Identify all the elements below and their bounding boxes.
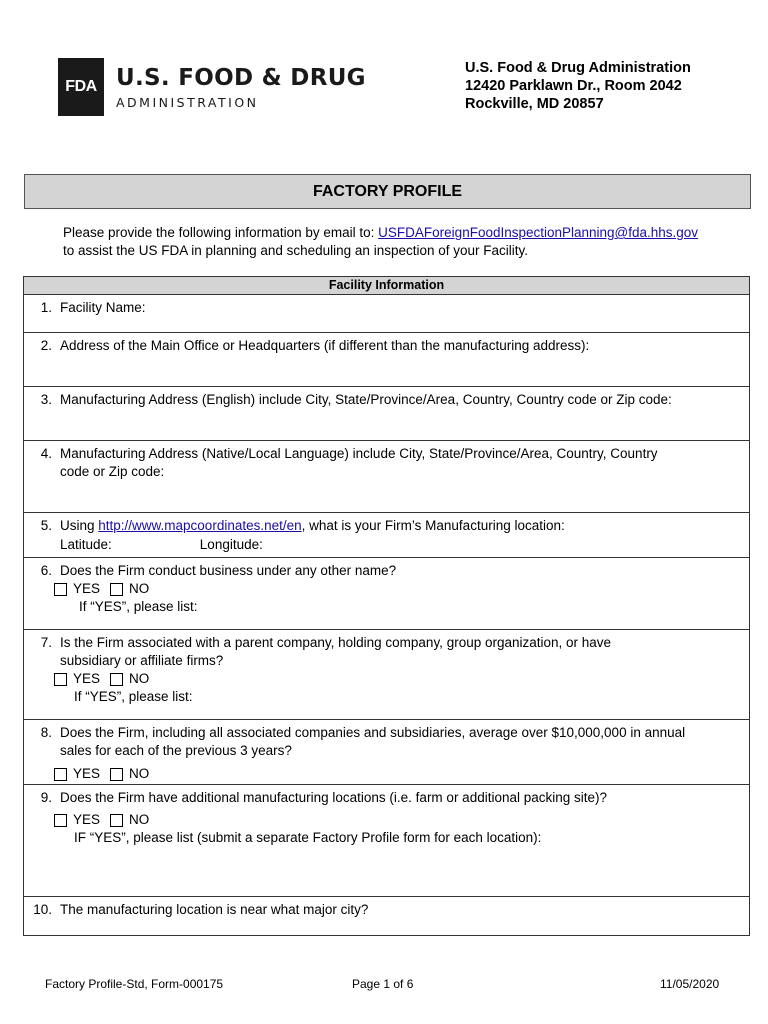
yes-checkbox[interactable] [54, 814, 67, 827]
question-row-1[interactable] [24, 295, 749, 333]
question-text-line-2: subsidiary or affiliate firms? [60, 653, 224, 668]
question-number: 10. [33, 902, 52, 917]
no-label: NO [129, 581, 150, 596]
no-checkbox[interactable] [110, 814, 123, 827]
footer-form-id: Factory Profile-Std, Form-000175 [45, 977, 224, 991]
contact-email-link[interactable]: USFDAForeignFoodInspectionPlanning@fda.hhs.gov [378, 225, 699, 240]
question-text-line-2: sales for each of the previous 3 years? [60, 743, 292, 758]
followup-text: IF “YES”, please list (submit a separate Factory Profile form for each location): [74, 830, 542, 845]
question-row-7 [24, 630, 749, 720]
logo-subtitle: ADMINISTRATION [116, 94, 259, 110]
question-row-5[interactable] [24, 513, 749, 558]
facility-information-table [23, 276, 750, 936]
question-row-10[interactable] [24, 897, 749, 935]
question-number: 9. [40, 790, 52, 805]
latitude-label: Latitude: [60, 537, 112, 552]
yes-no-group [54, 670, 159, 688]
mapcoordinates-link[interactable]: http://www.mapcoordinates.net/en [98, 518, 302, 533]
no-checkbox[interactable] [110, 768, 123, 781]
followup-text: If “YES”, please list: [74, 689, 193, 704]
yes-checkbox[interactable] [54, 583, 67, 596]
address-line-1: U.S. Food & Drug Administration [465, 60, 691, 76]
question-number: 7. [40, 635, 52, 650]
yes-checkbox[interactable] [54, 768, 67, 781]
question-number: 1. [40, 300, 52, 315]
intro-prefix: Please provide the following information by email to: [63, 225, 379, 240]
no-label: NO [129, 812, 150, 827]
question-prefix: Using [60, 518, 99, 533]
question-number: 3. [40, 392, 52, 407]
address-line-2: 12420 Parklawn Dr., Room 2042 [465, 78, 682, 94]
question-suffix: , what is your Firm’s Manufacturing location: [301, 518, 565, 533]
agency-address [465, 59, 691, 113]
fda-logo-mark: FDA [58, 58, 104, 116]
no-checkbox[interactable] [110, 673, 123, 686]
question-number: 8. [40, 725, 52, 740]
followup-text: If “YES”, please list: [79, 599, 198, 614]
no-label: NO [129, 766, 150, 781]
question-row-3[interactable] [24, 387, 749, 441]
question-text: The manufacturing location is near what major city? [60, 902, 369, 917]
no-label: NO [129, 671, 150, 686]
logo-title: U.S. FOOD & DRUG [116, 64, 366, 91]
question-text-line-1: Manufacturing Address (Native/Local Language) include City, State/Province/Area, Country, Country [60, 446, 658, 461]
question-text: Address of the Main Office or Headquarters (if different than the manufacturing address): [60, 338, 590, 353]
question-number: 4. [40, 446, 52, 461]
intro-line-2: to assist the US FDA in planning and scheduling an inspection of your Facility. [63, 243, 529, 258]
yes-checkbox[interactable] [54, 673, 67, 686]
address-line-3: Rockville, MD 20857 [465, 96, 604, 112]
question-row-9 [24, 785, 749, 897]
question-text: Does the Firm have additional manufacturing locations (i.e. farm or additional packing site)? [60, 790, 608, 805]
question-text: Facility Name: [60, 300, 146, 315]
question-text-line-1: Does the Firm, including all associated companies and subsidiaries, average over $10,000,000 in annual [60, 725, 686, 740]
question-text-line-1: Is the Firm associated with a parent company, holding company, group organization, or have [60, 635, 612, 650]
question-row-4[interactable] [24, 441, 749, 513]
yes-label: YES [73, 581, 101, 596]
question-number: 6. [40, 563, 52, 578]
section-header: Facility Information [24, 277, 749, 295]
yes-label: YES [73, 812, 101, 827]
yes-no-group [54, 580, 159, 598]
question-row-2[interactable] [24, 333, 749, 387]
fda-logo [58, 58, 366, 116]
yes-label: YES [73, 766, 101, 781]
intro-text [63, 224, 698, 260]
question-number: 5. [40, 518, 52, 533]
question-text: Does the Firm conduct business under any other name? [60, 563, 397, 578]
question-row-8 [24, 720, 749, 785]
yes-label: YES [73, 671, 101, 686]
yes-no-group [54, 811, 159, 829]
longitude-label: Longitude: [199, 537, 263, 552]
no-checkbox[interactable] [110, 583, 123, 596]
question-text: Manufacturing Address (English) include City, State/Province/Area, Country, Country code or Zip code: [60, 392, 672, 407]
question-number: 2. [40, 338, 52, 353]
yes-no-group [54, 765, 159, 783]
footer-page-number: Page 1 of 6 [352, 977, 414, 991]
question-row-6 [24, 558, 749, 630]
footer-date: 11/05/2020 [660, 977, 720, 991]
form-title: FACTORY PROFILE [24, 174, 751, 209]
question-text-line-2: code or Zip code: [60, 464, 165, 479]
fda-logo-text [116, 65, 366, 110]
